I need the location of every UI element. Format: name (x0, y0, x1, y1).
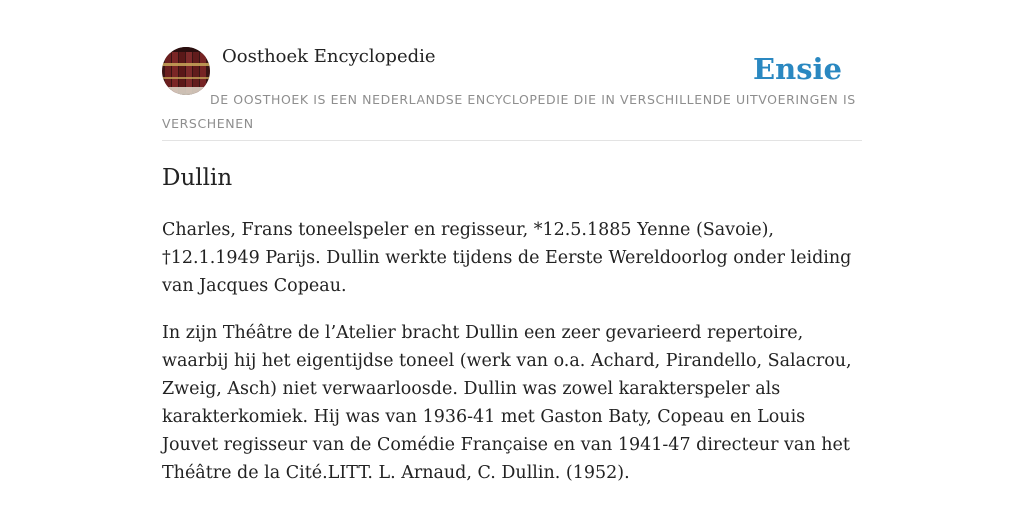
article-paragraph: Charles, Frans toneelspeler en regisseur, *12.5.1885 Yenne (Savoie), †12.1.1949 Parijs. Dullin werkte tijdens de Eerste Wereldoorlog onder leiding van Jacques Copeau. (162, 220, 852, 296)
site-header (162, 44, 862, 141)
article (162, 160, 862, 487)
site-title[interactable]: Oosthoek Encyclopedie (222, 46, 436, 67)
brand-logo[interactable]: Ensie (753, 52, 842, 86)
site-tagline: DE OOSTHOEK IS EEN NEDERLANDSE ENCYCLOPEDIE DIE IN VERSCHILLENDE UITVOERINGEN IS VERSCHENEN (162, 92, 856, 131)
article-paragraph: In zijn Théâtre de l’Atelier bracht Dullin een zeer gevarieerd repertoire, waarbij hij het eigentijdse toneel (werk van o.a. Achard, Pirandello, Salacrou, Zweig, Asch) niet verwaarloosde. Dullin was zowel karakterspeler als karakterkomiek. Hij was van 1936-41 met Gaston Baty, Copeau en Louis Jouvet regisseur van de Comédie Française en van 1941-47 directeur van het Théâtre de la Cité.LITT. L. Arnaud, C. Dullin. (1952). (162, 323, 852, 483)
article-title: Dullin (162, 165, 233, 191)
